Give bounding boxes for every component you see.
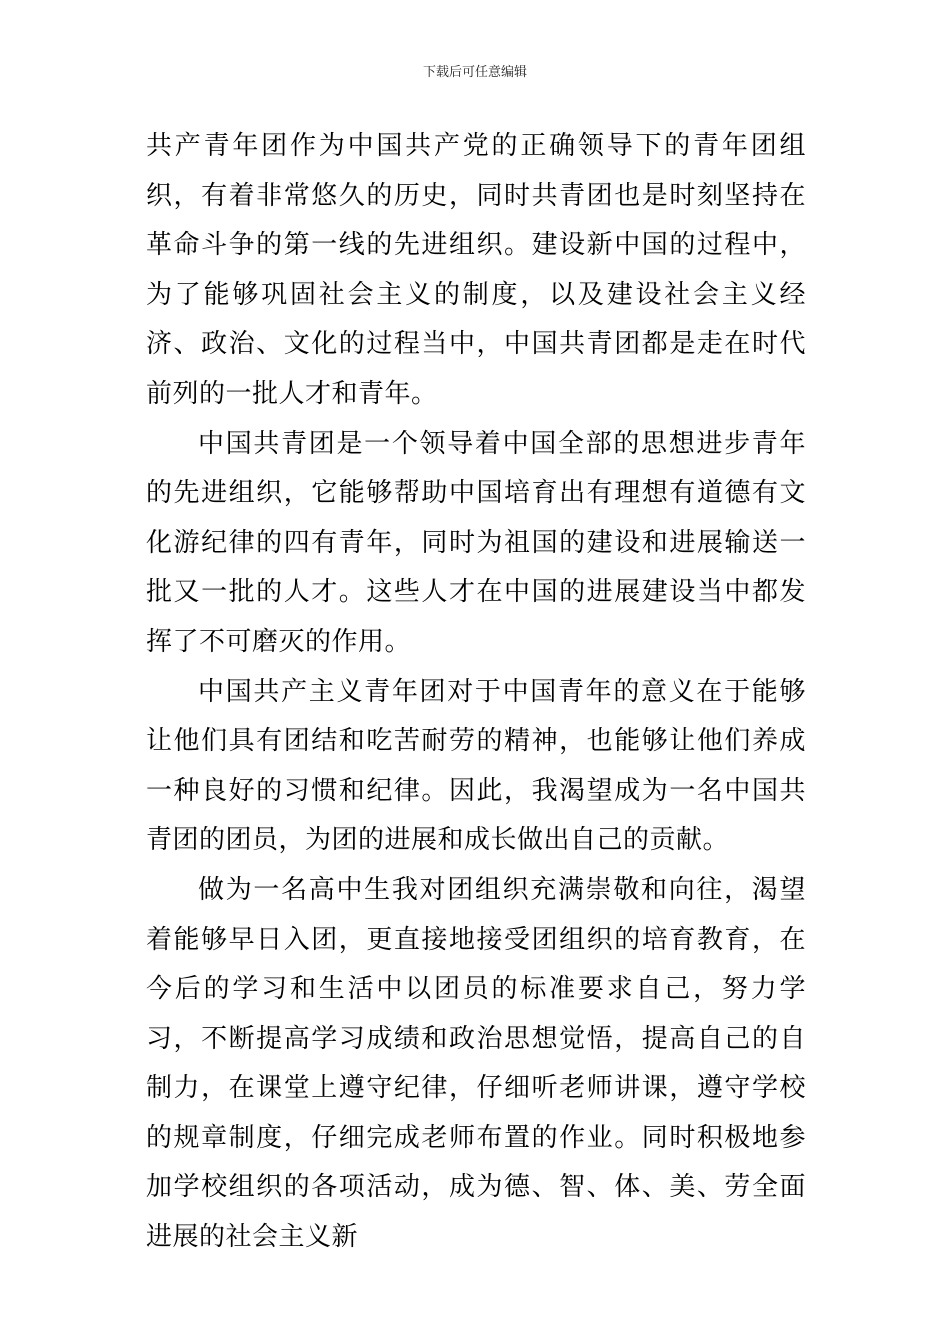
paragraph-1: 共产青年团作为中国共产党的正确领导下的青年团组织，有着非常悠久的历史，同时共青团也是时刻坚持在革命斗争的第一线的先进组织。建设新中国的过程中，为了能够巩固社会主义的制度，以及建设社会主义经济、政治、文化的过程当中，中国共青团都是走在时代前列的一批人才和青年。: [146, 131, 806, 409]
document-body: [146, 122, 806, 1263]
paragraph-2: 中国共青团是一个领导着中国全部的思想进步青年的先进组织，它能够帮助中国培育出有理想有道德有文化游纪律的四有青年，同时为祖国的建设和进展输送一批又一批的人才。这些人才在中国的进展建设当中都发挥了不可磨灭的作用。: [146, 428, 806, 657]
paragraph-3: 中国共产主义青年团对于中国青年的意义在于能够让他们具有团结和吃苦耐劳的精神，也能够让他们养成一种良好的习惯和纪律。因此，我渴望成为一名中国共青团的团员，为团的进展和成长做出自己的贡献。: [146, 676, 806, 856]
paragraph-4: 做为一名高中生我对团组织充满崇敬和向往，渴望着能够早日入团，更直接地接受团组织的培育教育，在今后的学习和生活中以团员的标准要求自己，努力学习，不断提高学习成绩和政治思想觉悟，提高自己的自制力，在课堂上遵守纪律，仔细听老师讲课，遵守学校的规章制度，仔细完成老师布置的作业。同时积极地参加学校组织的各项活动，成为德、智、体、美、劳全面进展的社会主义新: [146, 874, 806, 1253]
page-header: 下载后可任意编辑: [422, 65, 527, 80]
